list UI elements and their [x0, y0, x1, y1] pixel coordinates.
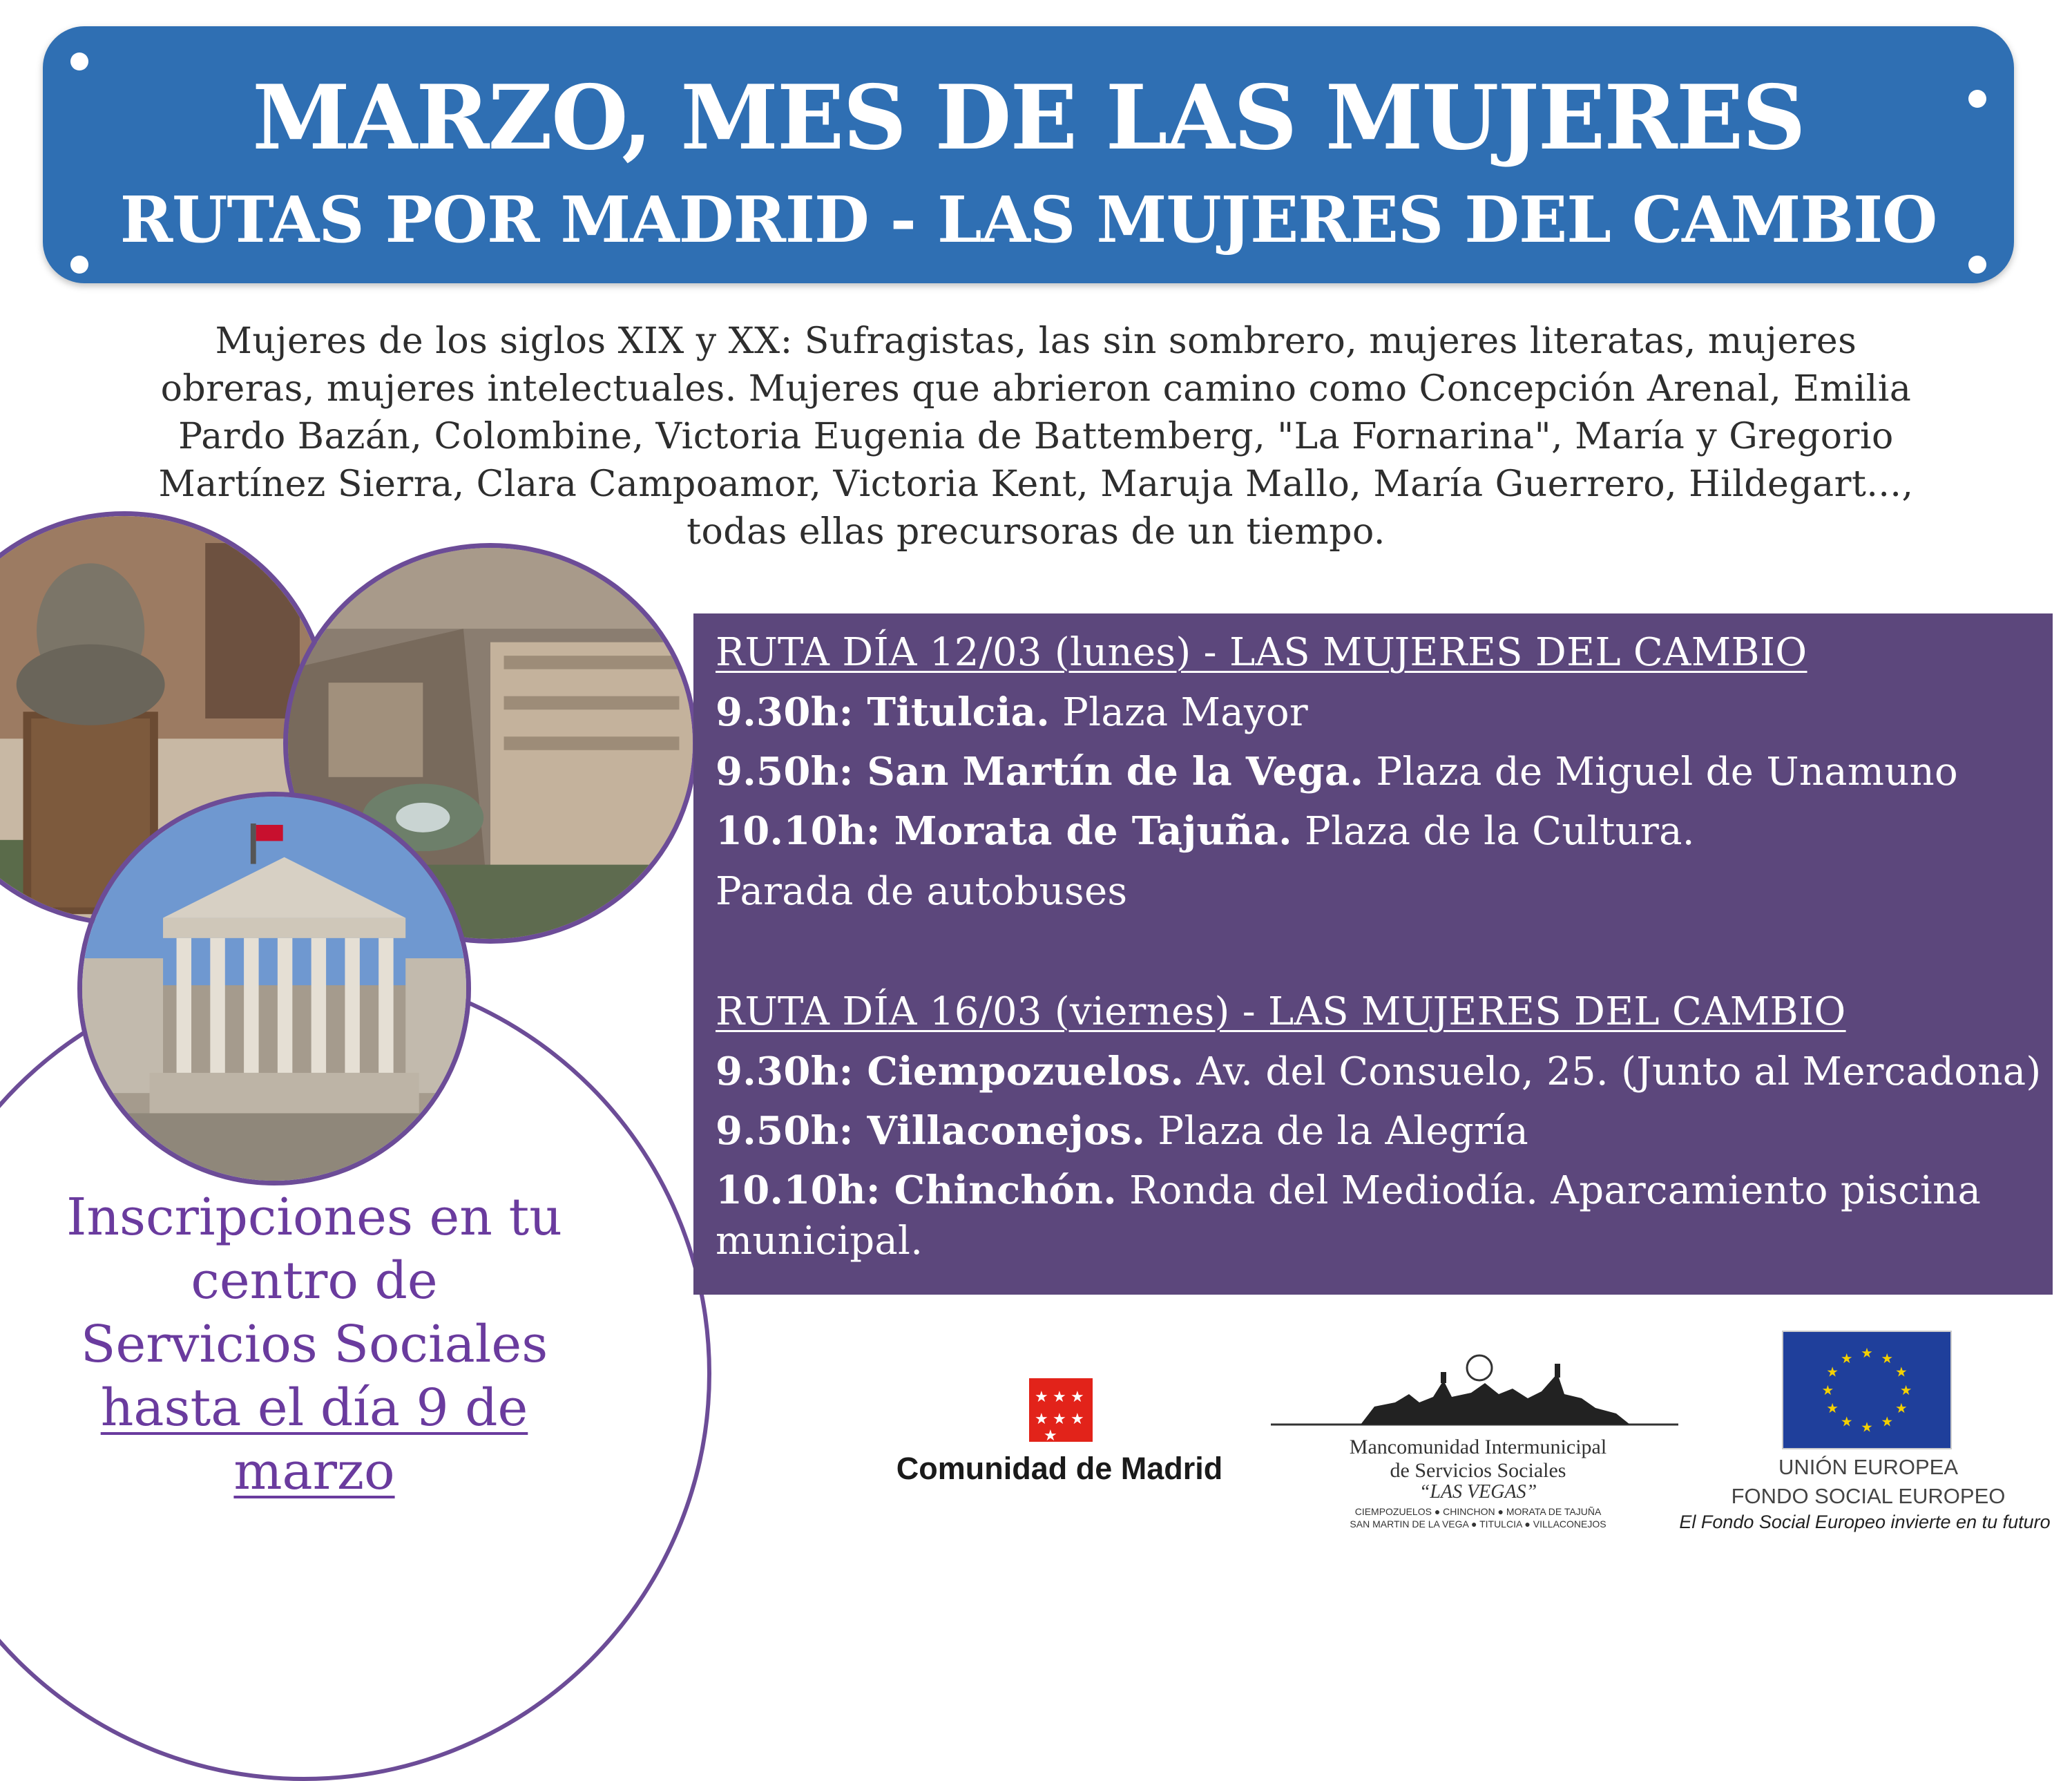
- route-heading: RUTA DÍA 16/03 (viernes) - LAS MUJERES DEL CAMBIO: [716, 989, 1846, 1034]
- stop-location: Ronda del Mediodía. Aparcamiento piscina: [1117, 1168, 1982, 1213]
- svg-text:★: ★: [1053, 1411, 1066, 1428]
- eu-line: UNIÓN EUROPEA: [1778, 1455, 1959, 1479]
- inscription-line: centro de: [191, 1251, 438, 1311]
- intro-line: Pardo Bazán, Colombine, Victoria Eugenia de Battemberg, "La Fornarina", María y Gregorio: [178, 416, 1894, 457]
- inscription-text: [41, 1185, 587, 1503]
- eu-flag-icon: [1782, 1331, 1952, 1449]
- stop-time-place: 9.50h: San Martín de la Vega.: [716, 749, 1364, 794]
- madrid-flag-icon: [1029, 1378, 1093, 1442]
- routes-panel: [693, 613, 2053, 1295]
- stop-time-place: 10.10h: Chinchón.: [716, 1168, 1117, 1213]
- mancomunidad-towns: SAN MARTIN DE LA VEGA ● TITULCIA ● VILLACONEJOS: [1350, 1518, 1606, 1530]
- congress-photo: [77, 792, 471, 1185]
- svg-text:★: ★: [1821, 1382, 1834, 1398]
- route-note: municipal.: [716, 1219, 923, 1264]
- corner-dot: [1968, 256, 1986, 274]
- svg-text:★: ★: [1881, 1413, 1894, 1430]
- deadline-line: marzo: [233, 1442, 395, 1501]
- route-note: Parada de autobuses: [716, 869, 1128, 914]
- svg-text:★: ★: [1826, 1400, 1839, 1417]
- svg-text:★: ★: [1071, 1411, 1084, 1428]
- route-stop: [716, 749, 1958, 794]
- svg-text:★: ★: [1053, 1389, 1066, 1406]
- svg-text:★: ★: [1895, 1364, 1908, 1380]
- stop-location: Av. del Consuelo, 25. (Junto al Mercadona): [1184, 1049, 2042, 1094]
- svg-text:★: ★: [1895, 1400, 1908, 1417]
- intro-line: Mujeres de los siglos XIX y XX: Sufragistas, las sin sombrero, mujeres literatas, mujeres: [215, 321, 1857, 362]
- svg-text:★: ★: [1071, 1389, 1084, 1406]
- stop-location: Plaza de la Cultura.: [1292, 809, 1695, 854]
- eu-line: FONDO SOCIAL EUROPEO: [1731, 1484, 2006, 1508]
- stop-location: Plaza Mayor: [1050, 690, 1308, 735]
- svg-text:★: ★: [1861, 1345, 1873, 1362]
- stop-location: Plaza de Miguel de Unamuno: [1363, 750, 1959, 794]
- intro-paragraph: [90, 318, 1982, 556]
- svg-text:★: ★: [1035, 1389, 1048, 1406]
- intro-line: todas ellas precursoras de un tiempo.: [687, 511, 1385, 553]
- mancomunidad-line: “LAS VEGAS”: [1419, 1481, 1537, 1503]
- svg-text:★: ★: [1899, 1382, 1912, 1398]
- svg-text:★: ★: [1861, 1419, 1873, 1436]
- page-title: MARZO, MES DE LAS MUJERES: [252, 66, 1805, 170]
- svg-text:★: ★: [1840, 1350, 1853, 1366]
- deadline-line: hasta el día 9 de: [100, 1378, 528, 1438]
- inscription-line: Servicios Sociales: [80, 1315, 548, 1374]
- stop-time-place: 9.30h: Ciempozuelos.: [716, 1049, 1184, 1094]
- town-skyline-icon: [1271, 1353, 1678, 1436]
- intro-line: obreras, mujeres intelectuales. Mujeres que abrieron camino como Concepción Arenal, Emilia: [160, 368, 1912, 410]
- route-stop: [716, 1049, 2042, 1094]
- intro-line: Martínez Sierra, Clara Campoamor, Victoria Kent, Maruja Mallo, María Guerrero, Hildegart...,: [158, 464, 1914, 505]
- corner-dot: [70, 256, 88, 274]
- svg-text:★: ★: [1826, 1364, 1839, 1380]
- route-stop: [716, 1168, 1981, 1213]
- mancomunidad-line: Mancomunidad Intermunicipal: [1349, 1436, 1607, 1458]
- title-banner: [43, 26, 2014, 283]
- svg-text:★: ★: [1840, 1413, 1853, 1430]
- stop-time-place: 9.50h: Villaconejos.: [716, 1108, 1146, 1154]
- eu-slogan: El Fondo Social Europeo invierte en tu futuro: [1679, 1512, 2051, 1532]
- mancomunidad-towns: CIEMPOZUELOS ● CHINCHON ● MORATA DE TAJUÑA: [1354, 1506, 1602, 1517]
- page-subtitle: RUTAS POR MADRID - LAS MUJERES DEL CAMBIO: [119, 182, 1937, 257]
- stop-location: Plaza de la Alegría: [1145, 1109, 1529, 1154]
- route-stop: [716, 808, 1695, 854]
- mancomunidad-line: de Servicios Sociales: [1390, 1459, 1566, 1482]
- svg-text:★: ★: [1044, 1427, 1057, 1442]
- route-heading: RUTA DÍA 12/03 (lunes) - LAS MUJERES DEL CAMBIO: [716, 630, 1807, 675]
- svg-text:★: ★: [1035, 1411, 1048, 1428]
- svg-text:★: ★: [1881, 1350, 1894, 1366]
- route-stop: [716, 1108, 1528, 1154]
- stop-time-place: 10.10h: Morata de Tajuña.: [716, 808, 1292, 854]
- stop-time-place: 9.30h: Titulcia.: [716, 689, 1051, 735]
- inscription-line: Inscripciones en tu: [66, 1188, 562, 1247]
- madrid-logo-text: Comunidad de Madrid: [896, 1451, 1223, 1486]
- route-stop: [716, 689, 1308, 735]
